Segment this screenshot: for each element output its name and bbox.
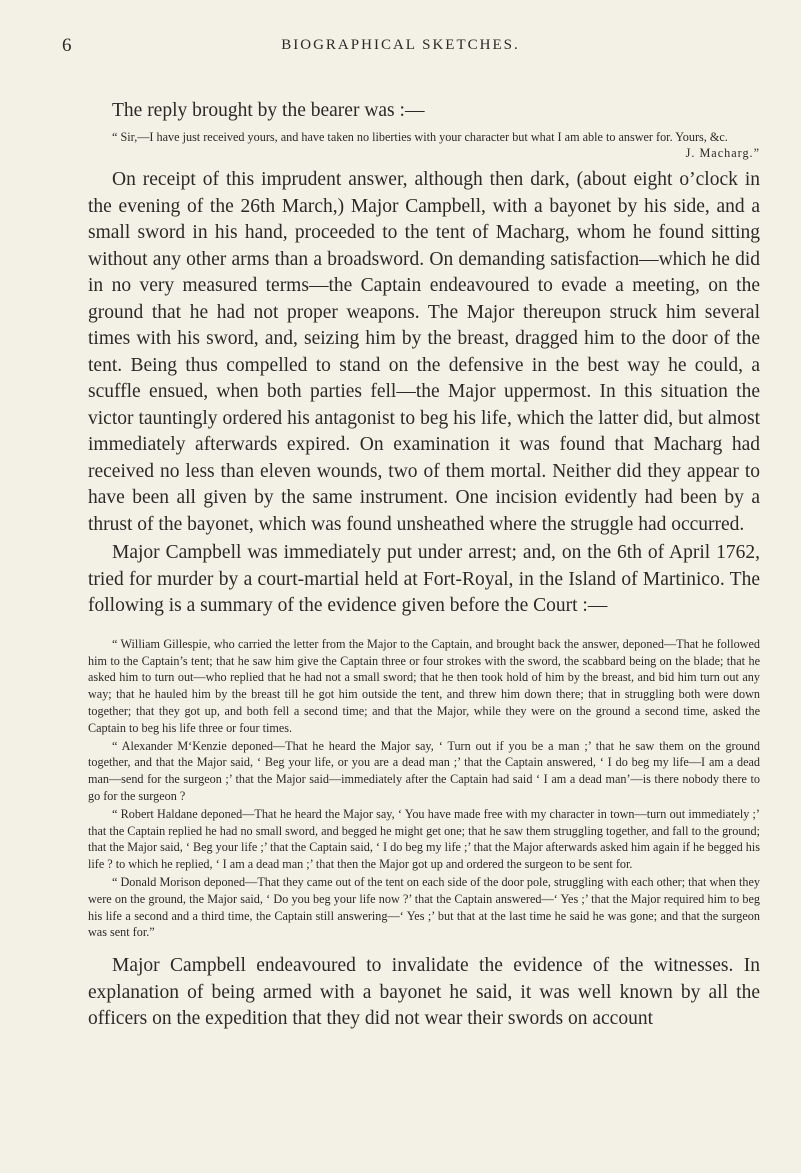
paragraph: Major Campbell was immediately put under arrest; and, on the 6th of April 1762, tried for murder by a court-martial held at Fort-Royal, in the Island of Martinico. The following is a summary of the evidence given before the Court :— (88, 542, 760, 617)
testimony-block (88, 636, 760, 941)
testimony-haldane: “ Robert Haldane deponed—That he heard the Major say, ‘ You have made free with my character in town—turn out immediately ;’ that the Captain replied he had no small sword, and begged he might get one; that he saw them struggling together, and fall to the ground; that the Major said, ‘ Beg your life ;’ that the Captain said, ‘ I do beg my life ;’ that the Major afterwards asked him again if he begged his life ? to which he replied, ‘ I am a dead man ;’ that then the Major got up and ordered the surgeon to be sent for. (88, 806, 760, 872)
paragraph: On receipt of this imprudent answer, although then dark, (about eight o’clock in the evening of the 26th March,) Major Campbell, with a bayonet by his side, and a small sword in his hand, proceeded to the tent of Macharg, whom he found sitting without any other arms than a broadsword. On demanding satisfaction—which he did in no very measured terms—the Captain endeavoured to evade a meeting, on the ground that he had not proper weapons. The Major thereupon struck him several times with his sword, and, seizing him by the breast, dragged him to the door of the tent. Being thus compelled to stand on the defensive in the best way he could, a scuffle ensued, when both parties fell—the Major uppermost. In this situation the victor tauntingly ordered his antagonist to beg his life, which the latter did, but almost immediately afterwards expired. On examination it was found that Macharg had received no less than eleven wounds, two of them mortal. Neither did they appear to have been all given by the same instrument. One incision evidently had been by a thrust of the bayonet, which was found unsheathed where the struggle had occurred. (88, 169, 760, 535)
running-head: BIOGRAPHICAL SKETCHES. (281, 37, 520, 53)
page-body (88, 98, 760, 1033)
intro-line: The reply brought by the bearer was :— (112, 100, 425, 121)
letter-text: “ Sir,—I have just received yours, and have taken no liberties with your character but what I am able to answer for. Yours, &c. (112, 129, 728, 144)
testimony-gillespie: “ William Gillespie, who carried the letter from the Major to the Captain, and brought back the answer, deponed—That he followed him to the Captain’s tent; that he saw him give the Captain three or four strokes with the sword, the scabbard being on the blade; that he asked him to turn out—who replied that he had not a small sword; that he then took hold of him by the breast, and bid him turn out any way; that he hauled him by the breast till he got him outside the tent, and threw him down there; that in struggling both were down together; that they got up, and both fell a second time; and that the Major, while they were on the ground a second time, asked the Captain to beg his life three or four times. (88, 636, 760, 735)
page-number: 6 (62, 35, 72, 56)
letter-signature: J. Macharg.” (685, 146, 760, 161)
testimony-mckenzie: “ Alexander M‘Kenzie deponed—That he heard the Major say, ‘ Turn out if you be a man ;’ that he saw them on the ground together, and that the Major said, ‘ Beg your life, or you are a dead man ;’ that the Captain answered, ‘ I do beg my life—I am a dead man—send for the surgeon ;’ that the Major said—immediately after the Captain had said ‘ I am a dead man’—is there nobody there to go for the surgeon ? (88, 738, 760, 803)
testimony-morison: “ Donald Morison deponed—That they came out of the tent on each side of the door pole, struggling with each other; that when they were on the ground, the Major said, ‘ Do you beg your life now ?’ that the Captain answered—‘ Yes ;’ that the Major required him to beg his life a second and a third time, the Captain still answering—‘ Yes ;’ but that at the last time he said he was gone; and that the surgeon was sent for.” (88, 874, 760, 940)
paragraph: Major Campbell endeavoured to invalidate the evidence of the witnesses. In explanation of being armed with a bayonet he said, it was well known by all the officers on the expedition that they did not wear their swords on account (88, 955, 760, 1030)
